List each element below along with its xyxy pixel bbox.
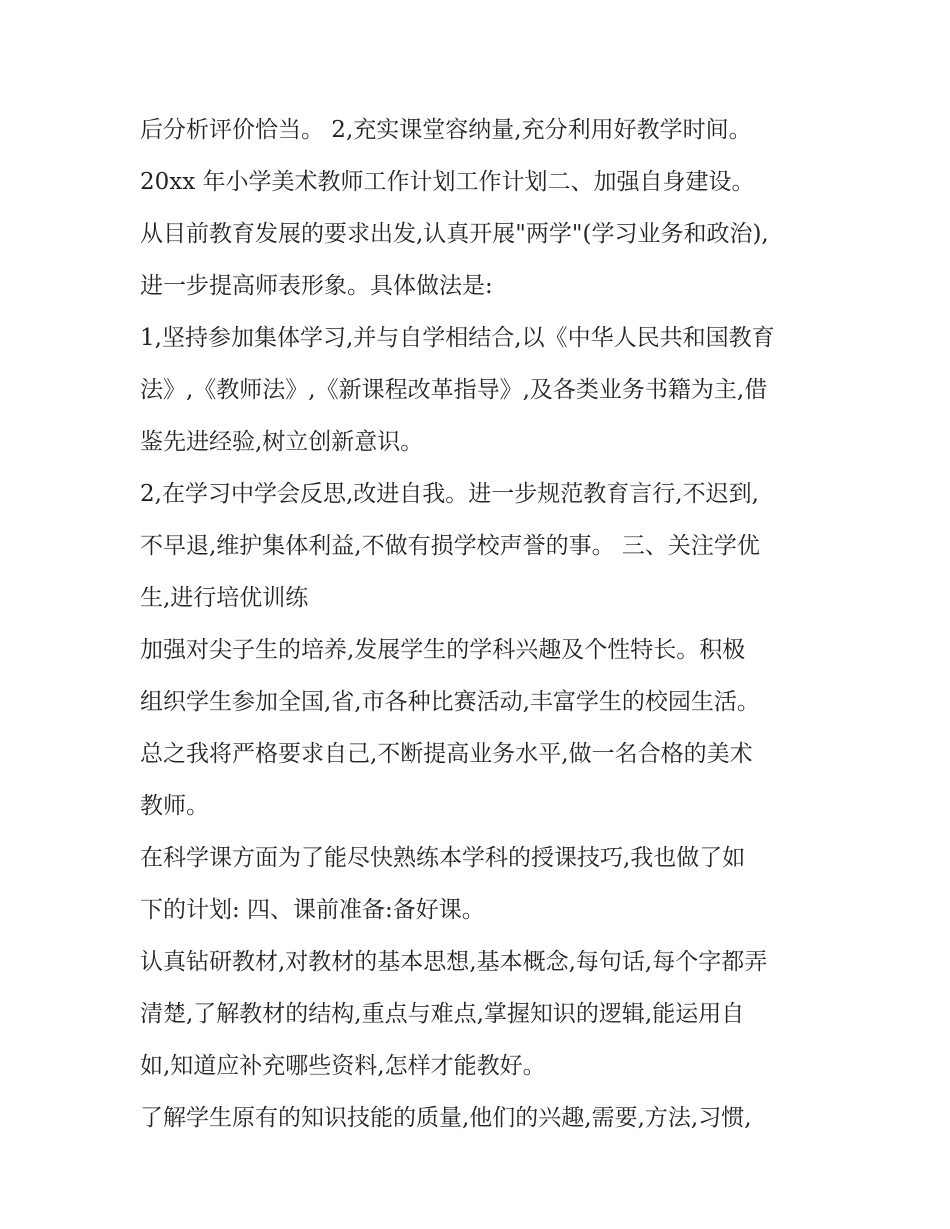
text-line: 生,进行培优训练 (140, 585, 309, 611)
text-line: 不早退,维护集体利益,不做有损学校声誉的事。 三、关注学优 (140, 533, 760, 559)
text-line: 总之我将严格要求自己,不断提高业务水平,做一名合格的美术 (140, 741, 753, 767)
text-line: 组织学生参加全国,省,市各种比赛活动,丰富学生的校园生活。 (140, 689, 760, 715)
text-line: 进一步提高师表形象。具体做法是: (140, 273, 493, 299)
text-line: 了解学生原有的知识技能的质量,他们的兴趣,需要,方法,习惯, (140, 1105, 752, 1131)
text-line: 后分析评价恰当。 2,充实课堂容纳量,充分利用好教学时间。 (140, 117, 752, 143)
text-line: 鉴先进经验,树立创新意识。 (140, 429, 424, 455)
text-line: 教师。 (140, 793, 209, 819)
text-line: 加强对尖子生的培养,发展学生的学科兴趣及个性特长。积极 (140, 637, 746, 663)
text-line: 认真钻研教材,对教材的基本思想,基本概念,每句话,每个字都弄 (140, 949, 768, 975)
text-line: 从目前教育发展的要求出发,认真开展"两学"(学习业务和政治), (140, 221, 769, 247)
text-line: 1,坚持参加集体学习,并与自学相结合,以《中华人民共和国教育 (140, 325, 775, 351)
text-line: 在科学课方面为了能尽快熟练本学科的授课技巧,我也做了如 (140, 845, 746, 871)
text-line: 清楚,了解教材的结构,重点与难点,掌握知识的逻辑,能运用自 (140, 1001, 745, 1027)
text-line: 2,在学习中学会反思,改进自我。进一步规范教育言行,不迟到, (140, 481, 759, 507)
text-line: 如,知道应补充哪些资料,怎样才能教好。 (140, 1053, 546, 1079)
text-line: 下的计划: 四、课前准备:备好课。 (140, 897, 485, 923)
body-text (140, 104, 820, 1144)
text-line: 法》,《教师法》,《新课程改革指导》,及各类业务书籍为主,借 (140, 377, 768, 403)
text-line: 20xx 年小学美术教师工作计划工作计划二、加强自身建设。 (140, 169, 755, 195)
